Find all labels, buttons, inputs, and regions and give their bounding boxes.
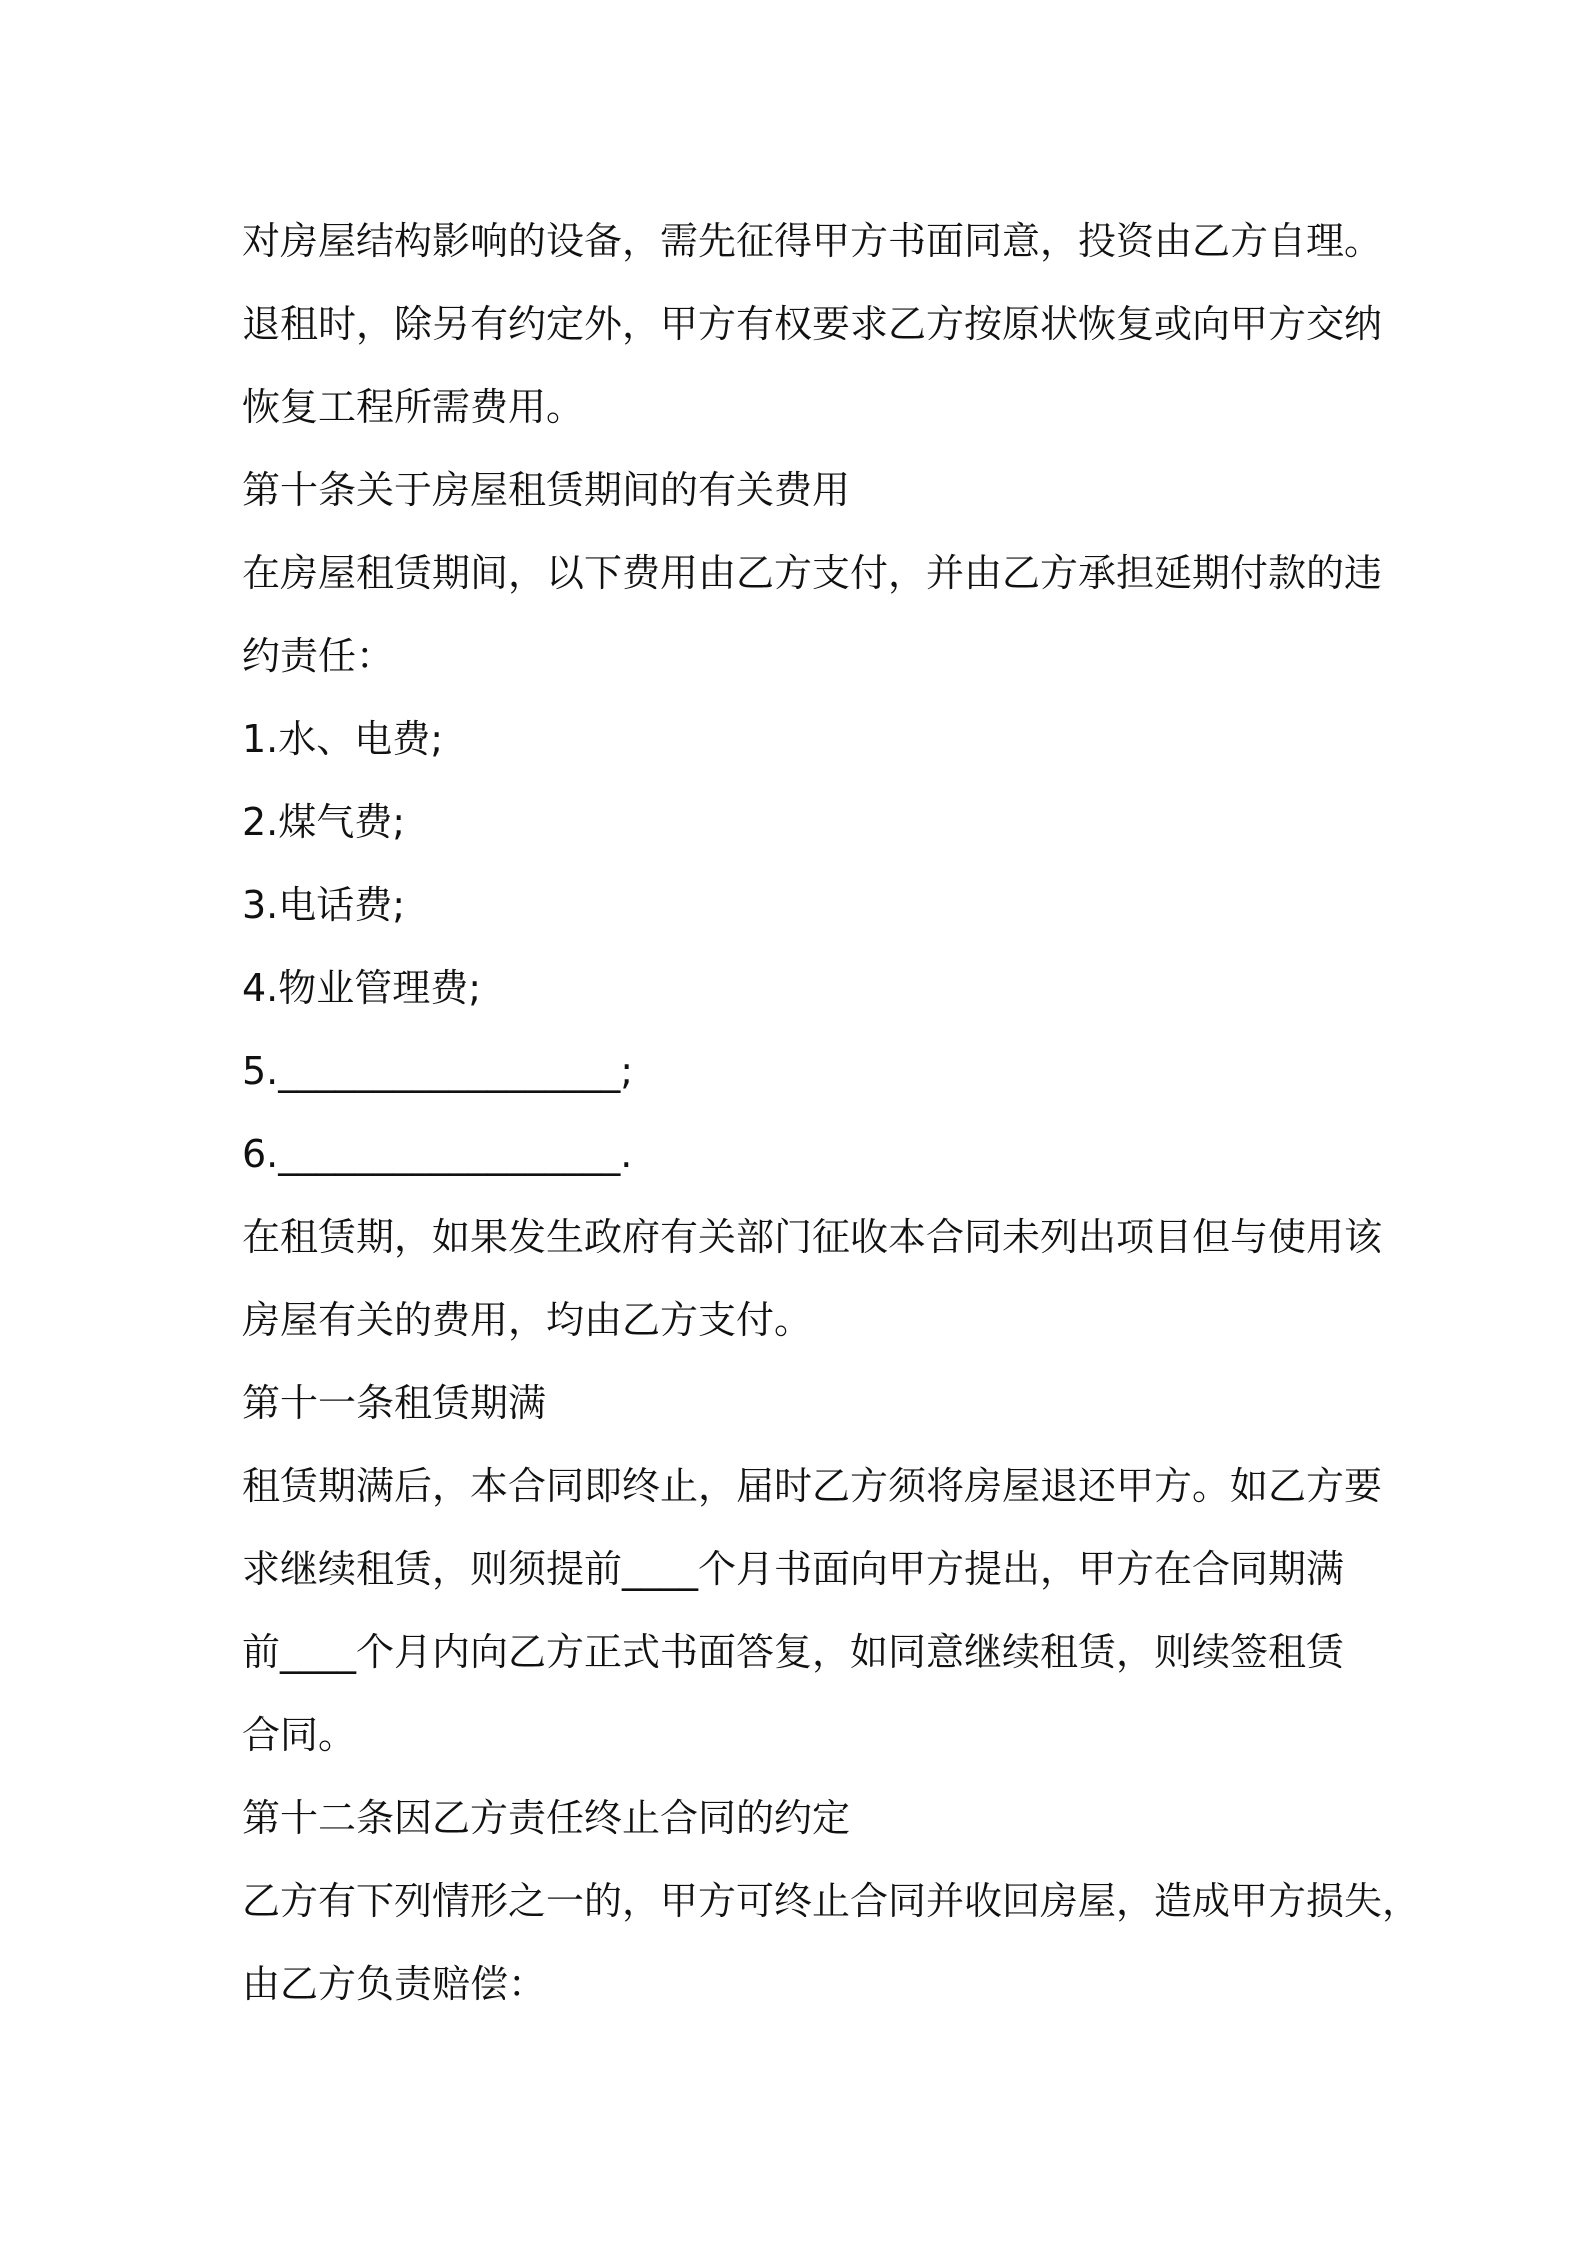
section-heading-article-11: 第十一条租赁期满: [242, 1381, 547, 1425]
paragraph-line: 退租时，除另有约定外，甲方有权要求乙方按原状恢复或向甲方交纳: [242, 302, 1383, 346]
list-item: 1.水、电费;: [242, 717, 444, 761]
paragraph-line: 约责任：: [242, 634, 395, 678]
paragraph-line: 在房屋租赁期间，以下费用由乙方支付，并由乙方承担延期付款的违: [242, 551, 1383, 595]
paragraph-line: 对房屋结构影响的设备，需先征得甲方书面同意，投资由乙方自理。: [242, 219, 1383, 263]
document-body: [242, 200, 1421, 2026]
paragraph-line: 前____个月内向乙方正式书面答复，如同意继续租赁，则续签租赁: [242, 1630, 1345, 1674]
paragraph-line: 合同。: [242, 1713, 357, 1757]
paragraph-line: 租赁期满后，本合同即终止，届时乙方须将房屋退还甲方。如乙方要: [242, 1464, 1383, 1508]
paragraph-line: 恢复工程所需费用。: [242, 385, 585, 429]
paragraph-line: 求继续租赁，则须提前____个月书面向甲方提出，甲方在合同期满: [242, 1547, 1345, 1591]
list-item-blank: 5.__________________;: [242, 1049, 634, 1093]
paragraph-line: 乙方有下列情形之一的，甲方可终止合同并收回房屋，造成甲方损失，: [242, 1879, 1421, 1923]
section-heading-article-12: 第十二条因乙方责任终止合同的约定: [242, 1796, 851, 1840]
list-item: 4.物业管理费;: [242, 966, 482, 1010]
paragraph-line: 由乙方负责赔偿：: [242, 1962, 547, 2006]
section-heading-article-10: 第十条关于房屋租赁期间的有关费用: [242, 468, 851, 512]
list-item: 3.电话费;: [242, 883, 406, 927]
list-item-blank: 6.__________________.: [242, 1132, 633, 1176]
list-item: 2.煤气费;: [242, 800, 406, 844]
paragraph-line: 房屋有关的费用，均由乙方支付。: [242, 1298, 813, 1342]
paragraph-line: 在租赁期，如果发生政府有关部门征收本合同未列出项目但与使用该: [242, 1215, 1383, 1259]
